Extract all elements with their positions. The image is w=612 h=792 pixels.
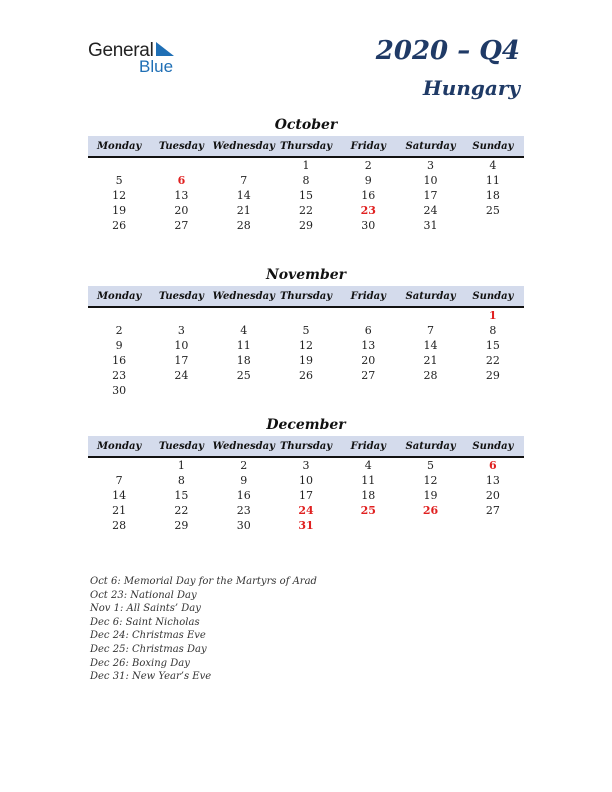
date-cell	[150, 158, 212, 173]
date-cell: 6	[364, 324, 372, 337]
date-cell	[462, 383, 524, 398]
week-row	[88, 488, 524, 503]
week-row	[88, 218, 524, 233]
weekday-header-row	[88, 436, 524, 458]
date-cell	[88, 308, 150, 323]
date-cell: 16	[112, 354, 127, 367]
weekday-label: Saturday	[405, 140, 456, 152]
date-cell: 9	[240, 474, 248, 487]
date-cell: 23	[236, 504, 251, 517]
date-cell: 21	[423, 354, 438, 367]
week-row	[88, 368, 524, 383]
week-row	[88, 383, 524, 398]
week-row	[88, 158, 524, 173]
date-cell: 7	[115, 474, 123, 487]
date-cell	[275, 383, 337, 398]
date-cell: 4	[364, 459, 372, 472]
date-cell: 31	[423, 219, 438, 232]
logo	[88, 40, 188, 76]
date-cell	[150, 383, 212, 398]
date-cell: 14	[112, 489, 127, 502]
date-cell: 27	[174, 219, 189, 232]
date-cell: 22	[485, 354, 500, 367]
date-cell: 3	[177, 324, 185, 337]
date-cell: 20	[485, 489, 500, 502]
date-cell: 12	[423, 474, 438, 487]
weekday-header-row	[88, 286, 524, 308]
date-cell	[399, 518, 461, 533]
weekday-label: Wednesday	[212, 440, 275, 452]
date-cell	[150, 308, 212, 323]
month-october	[88, 116, 524, 233]
weekday-label: Saturday	[405, 440, 456, 452]
date-cell: 5	[427, 459, 435, 472]
date-cell: 25	[236, 369, 251, 382]
date-cell: 26	[112, 219, 127, 232]
date-cell	[213, 308, 275, 323]
weekday-label: Wednesday	[212, 140, 275, 152]
holiday-note: Dec 25: Christmas Day	[90, 643, 207, 655]
date-cell: 30	[112, 384, 127, 397]
page-title: 2020 – Q4	[375, 36, 520, 66]
date-cell: 2	[364, 159, 372, 172]
date-cell: 15	[298, 189, 313, 202]
weekday-label: Tuesday	[158, 290, 204, 302]
holiday-date-cell: 31	[298, 519, 314, 532]
weekday-label: Monday	[96, 440, 142, 452]
date-cell: 4	[489, 159, 497, 172]
date-cell	[213, 158, 275, 173]
weekday-label: Tuesday	[158, 440, 204, 452]
holiday-note: Oct 6: Memorial Day for the Martyrs of Arad	[90, 576, 317, 587]
date-cell: 15	[485, 339, 500, 352]
date-cell: 21	[112, 504, 127, 517]
date-cell: 8	[302, 174, 310, 187]
date-cell	[399, 308, 461, 323]
date-cell: 5	[302, 324, 310, 337]
date-cell: 16	[236, 489, 251, 502]
date-cell: 19	[112, 204, 127, 217]
logo-blue-text: Blue	[139, 57, 174, 76]
date-cell: 10	[423, 174, 438, 187]
holiday-notes	[90, 575, 510, 684]
date-cell: 16	[361, 189, 376, 202]
holiday-note: Nov 1: All Saints’ Day	[90, 603, 201, 615]
date-cell: 8	[177, 474, 185, 487]
week-row	[88, 353, 524, 368]
date-cell: 10	[174, 339, 189, 352]
date-cell: 23	[112, 369, 127, 382]
date-cell: 30	[236, 519, 251, 532]
week-row	[88, 203, 524, 218]
month-title: November	[265, 267, 347, 283]
date-cell: 9	[364, 174, 372, 187]
date-cell	[399, 383, 461, 398]
holiday-date-cell: 6	[177, 174, 186, 187]
date-cell: 13	[174, 189, 189, 202]
date-cell: 12	[298, 339, 313, 352]
date-cell	[337, 308, 399, 323]
weekday-label: Friday	[350, 440, 386, 452]
date-cell: 11	[485, 174, 500, 187]
date-cell: 29	[174, 519, 189, 532]
weekday-label: Friday	[350, 290, 386, 302]
week-row	[88, 188, 524, 203]
date-cell: 27	[485, 504, 500, 517]
date-cell: 20	[174, 204, 189, 217]
date-cell: 7	[427, 324, 435, 337]
weekday-label: Wednesday	[212, 290, 275, 302]
weekday-label: Monday	[96, 290, 142, 302]
date-cell: 8	[489, 324, 497, 337]
week-row	[88, 308, 524, 323]
week-row	[88, 323, 524, 338]
week-row	[88, 473, 524, 488]
date-cell: 3	[427, 159, 435, 172]
date-cell: 10	[298, 474, 313, 487]
date-cell: 18	[236, 354, 251, 367]
date-cell: 14	[423, 339, 438, 352]
date-cell: 17	[423, 189, 438, 202]
date-cell: 28	[112, 519, 127, 532]
holiday-date-cell: 24	[298, 504, 314, 517]
weekday-label: Thursday	[279, 440, 333, 452]
date-cell: 19	[423, 489, 438, 502]
weekday-label: Thursday	[279, 290, 333, 302]
date-cell: 18	[485, 189, 500, 202]
holiday-note: Dec 24: Christmas Eve	[90, 630, 206, 642]
date-cell: 14	[236, 189, 251, 202]
date-cell	[337, 518, 399, 533]
date-cell: 29	[485, 369, 500, 382]
date-cell: 22	[298, 204, 313, 217]
date-cell: 30	[361, 219, 376, 232]
date-cell	[88, 158, 150, 173]
holiday-date-cell: 23	[360, 204, 376, 217]
weekday-header-row	[88, 136, 524, 158]
date-cell: 2	[115, 324, 123, 337]
weekday-label: Monday	[96, 140, 142, 152]
week-row	[88, 338, 524, 353]
date-cell	[275, 308, 337, 323]
date-cell: 1	[177, 459, 185, 472]
date-cell: 2	[240, 459, 248, 472]
date-cell: 20	[361, 354, 376, 367]
date-cell: 4	[240, 324, 248, 337]
logo-general-text: General	[88, 40, 154, 61]
week-row	[88, 458, 524, 473]
date-cell: 12	[112, 189, 127, 202]
date-cell: 22	[174, 504, 189, 517]
date-cell: 26	[298, 369, 313, 382]
weekday-label: Sunday	[472, 290, 514, 302]
weekday-label: Tuesday	[158, 140, 204, 152]
weekday-label: Saturday	[405, 290, 456, 302]
holiday-note: Dec 6: Saint Nicholas	[90, 616, 200, 628]
holiday-date-cell: 25	[360, 504, 376, 517]
week-row	[88, 518, 524, 533]
date-cell: 18	[361, 489, 376, 502]
holiday-note: Oct 23: National Day	[90, 589, 197, 601]
weekday-label: Friday	[350, 140, 386, 152]
date-cell	[88, 458, 150, 473]
holiday-note: Dec 26: Boxing Day	[90, 657, 190, 669]
week-row	[88, 503, 524, 518]
date-cell: 25	[485, 204, 500, 217]
holiday-date-cell: 6	[489, 459, 497, 472]
date-cell: 29	[298, 219, 313, 232]
holiday-date-cell: 1	[489, 309, 497, 322]
date-cell: 7	[240, 174, 248, 187]
date-cell: 27	[361, 369, 376, 382]
date-cell: 15	[174, 489, 189, 502]
weekday-label: Sunday	[472, 140, 514, 152]
date-cell	[213, 383, 275, 398]
date-cell: 1	[302, 159, 310, 172]
date-cell: 11	[236, 339, 251, 352]
date-cell: 19	[298, 354, 313, 367]
country-name: Hungary	[422, 76, 520, 100]
logo-flag-icon	[154, 41, 176, 57]
date-cell: 28	[423, 369, 438, 382]
month-november	[88, 266, 524, 398]
date-cell: 17	[174, 354, 189, 367]
weekday-label: Sunday	[472, 440, 514, 452]
date-cell: 17	[298, 489, 313, 502]
date-cell: 24	[174, 369, 189, 382]
week-row	[88, 173, 524, 188]
date-cell: 24	[423, 204, 438, 217]
date-cell: 5	[115, 174, 123, 187]
weekday-label: Thursday	[279, 140, 333, 152]
date-cell	[462, 518, 524, 533]
date-cell: 21	[236, 204, 251, 217]
date-cell: 9	[115, 339, 123, 352]
holiday-date-cell: 26	[422, 504, 439, 517]
date-cell: 13	[485, 474, 500, 487]
date-cell: 3	[302, 459, 310, 472]
date-cell: 11	[361, 474, 376, 487]
date-cell	[337, 383, 399, 398]
month-title: October	[274, 117, 338, 133]
holiday-note: Dec 31: New Year’s Eve	[90, 671, 212, 683]
date-cell: 28	[236, 219, 251, 232]
month-title: December	[266, 417, 346, 433]
month-december	[88, 416, 524, 533]
date-cell: 13	[361, 339, 376, 352]
date-cell	[462, 218, 524, 233]
